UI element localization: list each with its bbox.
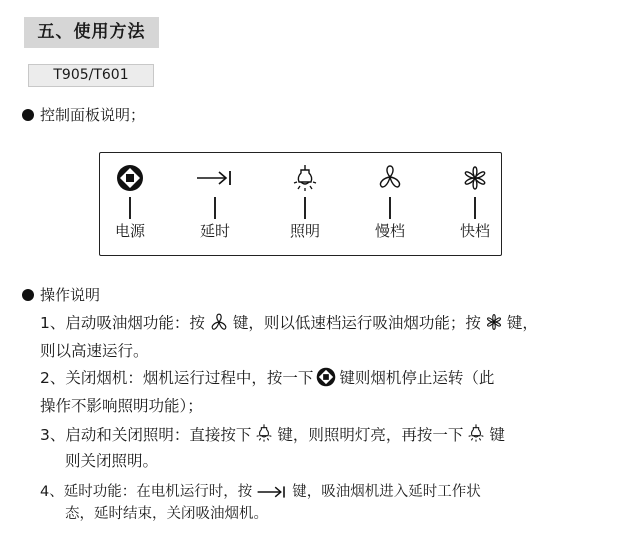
delay-icon (195, 168, 235, 188)
light-icon (290, 163, 320, 193)
slow-fan-icon (375, 163, 405, 193)
fast-fan-icon (484, 312, 504, 332)
instruction-3-line2: 则关闭照明。 (65, 452, 159, 470)
instruction-1-text-c: 键， (506, 314, 538, 332)
instruction-1-text-b: 键，则以低速档运行吸油烟功能；按 (232, 314, 481, 332)
delay-key-label: 延时 (199, 222, 230, 240)
instruction-4 (40, 481, 481, 503)
power-icon (316, 367, 336, 387)
instruction-3-text-a: 3、启动和关闭照明：直接按下 (40, 426, 252, 444)
power-icon (116, 164, 144, 192)
panel-heading (22, 104, 145, 125)
light-key (275, 163, 335, 241)
delay-key (185, 163, 245, 241)
model-label: T905/T601 (28, 64, 154, 87)
instruction-1-text-a: 1、启动吸油烟功能：按 (40, 314, 205, 332)
instruction-3-text-c: 键 (489, 426, 505, 444)
fast-fan-key-label: 快档 (459, 222, 490, 240)
slow-fan-key (360, 163, 420, 241)
instruction-2 (40, 367, 494, 389)
power-key (100, 163, 160, 241)
instruction-1-line2: 则以高速运行。 (40, 342, 149, 360)
light-icon (466, 422, 486, 444)
instruction-2-text-a: 2、关闭烟机：烟机运行过程中，按一下 (40, 369, 314, 387)
instruction-3-text-b: 键，则照明灯亮，再按一下 (277, 426, 464, 444)
light-icon (254, 422, 274, 444)
bullet-icon (22, 289, 34, 301)
operation-heading (22, 284, 100, 305)
operation-heading-text: 操作说明 (40, 286, 101, 304)
fast-fan-icon (460, 163, 490, 193)
slow-fan-icon (208, 312, 230, 332)
control-panel (99, 152, 502, 256)
section-title: 五、使用方法 (24, 17, 159, 48)
instruction-1 (40, 312, 538, 334)
instruction-4-line2: 态，延时结束，关闭吸油烟机。 (65, 506, 268, 522)
light-key-label: 照明 (289, 222, 320, 240)
instruction-3 (40, 422, 505, 446)
panel-heading-text: 控制面板说明； (40, 106, 146, 124)
delay-icon (255, 484, 289, 500)
power-key-label: 电源 (114, 222, 145, 240)
slow-fan-key-label: 慢档 (374, 222, 405, 240)
instruction-2-text-b: 键则烟机停止运转（此 (339, 369, 495, 387)
instruction-4-text-b: 键，吸油烟机进入延时工作状 (292, 484, 481, 500)
fast-fan-key (445, 163, 505, 241)
instruction-2-line2: 操作不影响照明功能）； (40, 397, 203, 415)
instruction-4-text-a: 4、延时功能：在电机运行时，按 (40, 484, 253, 500)
bullet-icon (22, 109, 34, 121)
